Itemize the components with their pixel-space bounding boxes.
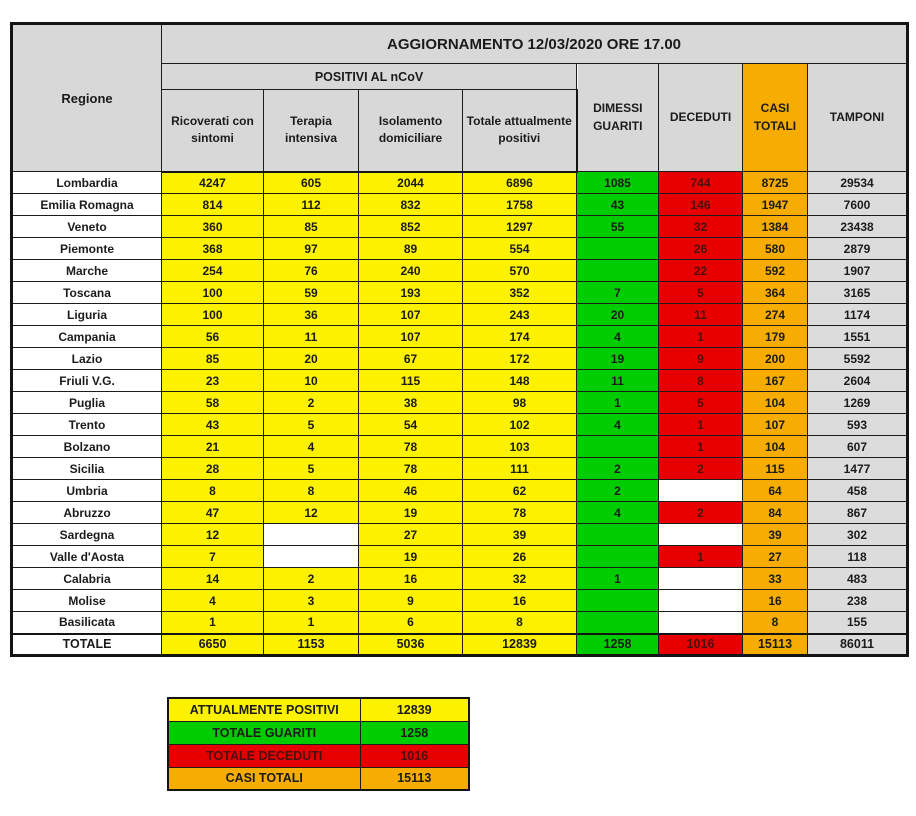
- cell-isolamento: 38: [359, 392, 463, 414]
- cell-tamponi: 607: [808, 436, 908, 458]
- table-row: [12, 480, 908, 502]
- cell-deceduti: 8: [659, 370, 743, 392]
- cell-totale_positivi: 172: [463, 348, 577, 370]
- legend-label: ATTUALMENTE POSITIVI: [168, 698, 360, 721]
- cell-tamponi: 867: [808, 502, 908, 524]
- cell-dimessi: 1: [577, 568, 659, 590]
- cell-deceduti: 5: [659, 282, 743, 304]
- cell-terapia: 59: [264, 282, 359, 304]
- cell-casi: 167: [743, 370, 808, 392]
- cell-isolamento: 2044: [359, 172, 463, 194]
- cell-isolamento: 115: [359, 370, 463, 392]
- table-row: [12, 612, 908, 634]
- cell-deceduti: [659, 590, 743, 612]
- region-name: Basilicata: [12, 612, 162, 634]
- cell-casi: 200: [743, 348, 808, 370]
- cell-deceduti: 2: [659, 502, 743, 524]
- cell-casi: 1384: [743, 216, 808, 238]
- cell-dimessi: 2: [577, 480, 659, 502]
- cell-dimessi: 11: [577, 370, 659, 392]
- col-header-terapia: Terapia intensiva: [264, 90, 359, 172]
- cell-deceduti: [659, 612, 743, 634]
- legend-value: 12839: [360, 698, 469, 721]
- cell-isolamento: 5036: [359, 634, 463, 656]
- region-name: Campania: [12, 326, 162, 348]
- cell-ricoverati: 4247: [162, 172, 264, 194]
- cell-casi: 1947: [743, 194, 808, 216]
- cell-dimessi: 4: [577, 502, 659, 524]
- col-header-tamponi: TAMPONI: [808, 64, 908, 172]
- cell-isolamento: 240: [359, 260, 463, 282]
- cell-casi: 115: [743, 458, 808, 480]
- cell-tamponi: 118: [808, 546, 908, 568]
- cell-terapia: 20: [264, 348, 359, 370]
- cell-totale_positivi: 174: [463, 326, 577, 348]
- cell-terapia: 1153: [264, 634, 359, 656]
- cell-totale_positivi: 8: [463, 612, 577, 634]
- cell-terapia: 76: [264, 260, 359, 282]
- cell-deceduti: 1016: [659, 634, 743, 656]
- cell-tamponi: 1269: [808, 392, 908, 414]
- cell-dimessi: 4: [577, 414, 659, 436]
- region-name: Abruzzo: [12, 502, 162, 524]
- region-name: Liguria: [12, 304, 162, 326]
- cell-totale_positivi: 62: [463, 480, 577, 502]
- cell-deceduti: 1: [659, 436, 743, 458]
- cell-casi: 364: [743, 282, 808, 304]
- col-header-isolamento: Isolamento domiciliare: [359, 90, 463, 172]
- cell-isolamento: 832: [359, 194, 463, 216]
- cell-casi: 15113: [743, 634, 808, 656]
- cell-terapia: 10: [264, 370, 359, 392]
- region-name: Umbria: [12, 480, 162, 502]
- region-name: Marche: [12, 260, 162, 282]
- cell-casi: 33: [743, 568, 808, 590]
- cell-isolamento: 78: [359, 436, 463, 458]
- table-row: [12, 304, 908, 326]
- cell-dimessi: [577, 238, 659, 260]
- cell-dimessi: 43: [577, 194, 659, 216]
- table-row: [12, 172, 908, 194]
- cell-dimessi: [577, 546, 659, 568]
- cell-deceduti: 5: [659, 392, 743, 414]
- cell-casi: 8: [743, 612, 808, 634]
- cell-isolamento: 78: [359, 458, 463, 480]
- cell-ricoverati: 56: [162, 326, 264, 348]
- cell-terapia: 85: [264, 216, 359, 238]
- region-name: Toscana: [12, 282, 162, 304]
- region-name: Sicilia: [12, 458, 162, 480]
- cell-isolamento: 16: [359, 568, 463, 590]
- region-name: Friuli V.G.: [12, 370, 162, 392]
- cell-tamponi: 1174: [808, 304, 908, 326]
- cell-isolamento: 19: [359, 502, 463, 524]
- cell-deceduti: 1: [659, 546, 743, 568]
- cell-tamponi: 86011: [808, 634, 908, 656]
- cell-totale_positivi: 32: [463, 568, 577, 590]
- table-header: [12, 24, 908, 172]
- region-name: Sardegna: [12, 524, 162, 546]
- table-row: [12, 524, 908, 546]
- cell-terapia: 5: [264, 414, 359, 436]
- cell-tamponi: 23438: [808, 216, 908, 238]
- cell-terapia: 112: [264, 194, 359, 216]
- cell-casi: 104: [743, 392, 808, 414]
- cell-tamponi: 3165: [808, 282, 908, 304]
- cell-terapia: [264, 546, 359, 568]
- cell-dimessi: 2: [577, 458, 659, 480]
- legend-row-attualmente-positivi: [168, 698, 469, 721]
- cell-casi: 39: [743, 524, 808, 546]
- table-row: [12, 502, 908, 524]
- cell-casi: 104: [743, 436, 808, 458]
- cell-tamponi: 302: [808, 524, 908, 546]
- title-row: [12, 24, 908, 64]
- cell-tamponi: 2879: [808, 238, 908, 260]
- col-header-totale-positivi: Totale attualmente positivi: [463, 90, 577, 172]
- totale-row: [12, 634, 908, 656]
- cell-isolamento: 6: [359, 612, 463, 634]
- region-name: Lombardia: [12, 172, 162, 194]
- legend-value: 1258: [360, 721, 469, 744]
- table-row: [12, 282, 908, 304]
- cell-totale_positivi: 26: [463, 546, 577, 568]
- cell-dimessi: [577, 436, 659, 458]
- cell-tamponi: 593: [808, 414, 908, 436]
- table-body: [12, 172, 908, 656]
- cell-totale_positivi: 1297: [463, 216, 577, 238]
- cell-terapia: 97: [264, 238, 359, 260]
- cell-isolamento: 107: [359, 326, 463, 348]
- cell-tamponi: 2604: [808, 370, 908, 392]
- cell-dimessi: 4: [577, 326, 659, 348]
- legend-value: 1016: [360, 744, 469, 767]
- cell-dimessi: 20: [577, 304, 659, 326]
- cell-totale_positivi: 554: [463, 238, 577, 260]
- cell-ricoverati: 814: [162, 194, 264, 216]
- table-row: [12, 392, 908, 414]
- cell-dimessi: [577, 612, 659, 634]
- table-row: [12, 414, 908, 436]
- region-name: Piemonte: [12, 238, 162, 260]
- cell-ricoverati: 100: [162, 304, 264, 326]
- table-row: [12, 546, 908, 568]
- cell-terapia: 605: [264, 172, 359, 194]
- region-name: Veneto: [12, 216, 162, 238]
- region-name: Valle d'Aosta: [12, 546, 162, 568]
- cell-casi: 179: [743, 326, 808, 348]
- cell-totale_positivi: 352: [463, 282, 577, 304]
- cell-tamponi: 29534: [808, 172, 908, 194]
- cell-casi: 27: [743, 546, 808, 568]
- cell-deceduti: [659, 568, 743, 590]
- cell-isolamento: 89: [359, 238, 463, 260]
- cell-dimessi: [577, 590, 659, 612]
- col-header-ricoverati: Ricoverati con sintomi: [162, 90, 264, 172]
- cell-dimessi: [577, 260, 659, 282]
- cell-deceduti: 2: [659, 458, 743, 480]
- cell-totale_positivi: 16: [463, 590, 577, 612]
- summary-legend: [167, 697, 470, 791]
- region-name: Trento: [12, 414, 162, 436]
- cell-ricoverati: 21: [162, 436, 264, 458]
- legend-row-totale-deceduti: [168, 744, 469, 767]
- cell-ricoverati: 28: [162, 458, 264, 480]
- cell-terapia: 3: [264, 590, 359, 612]
- cell-ricoverati: 8: [162, 480, 264, 502]
- table-row: [12, 568, 908, 590]
- cell-totale_positivi: 39: [463, 524, 577, 546]
- cell-terapia: [264, 524, 359, 546]
- cell-tamponi: 1477: [808, 458, 908, 480]
- cell-ricoverati: 368: [162, 238, 264, 260]
- cell-totale_positivi: 78: [463, 502, 577, 524]
- cell-isolamento: 9: [359, 590, 463, 612]
- cell-totale_positivi: 98: [463, 392, 577, 414]
- cell-terapia: 2: [264, 392, 359, 414]
- cell-ricoverati: 254: [162, 260, 264, 282]
- table-row: [12, 216, 908, 238]
- cell-deceduti: 744: [659, 172, 743, 194]
- cell-ricoverati: 6650: [162, 634, 264, 656]
- region-name: TOTALE: [12, 634, 162, 656]
- cell-terapia: 5: [264, 458, 359, 480]
- cell-isolamento: 852: [359, 216, 463, 238]
- table-row: [12, 348, 908, 370]
- cell-tamponi: 5592: [808, 348, 908, 370]
- cell-terapia: 1: [264, 612, 359, 634]
- cell-totale_positivi: 103: [463, 436, 577, 458]
- legend-row-totale-guariti: [168, 721, 469, 744]
- cell-dimessi: 55: [577, 216, 659, 238]
- region-name: Emilia Romagna: [12, 194, 162, 216]
- cell-deceduti: 11: [659, 304, 743, 326]
- cell-ricoverati: 100: [162, 282, 264, 304]
- cell-totale_positivi: 6896: [463, 172, 577, 194]
- cell-terapia: 11: [264, 326, 359, 348]
- cell-ricoverati: 58: [162, 392, 264, 414]
- col-header-dimessi: DIMESSI GUARITI: [577, 64, 659, 172]
- cell-ricoverati: 7: [162, 546, 264, 568]
- legend-row-casi-totali: [168, 767, 469, 790]
- cell-ricoverati: 1: [162, 612, 264, 634]
- cell-dimessi: [577, 524, 659, 546]
- cell-isolamento: 67: [359, 348, 463, 370]
- cell-terapia: 2: [264, 568, 359, 590]
- cell-ricoverati: 12: [162, 524, 264, 546]
- cell-ricoverati: 43: [162, 414, 264, 436]
- table-row: [12, 260, 908, 282]
- covid-region-table: [10, 22, 909, 657]
- table-row: [12, 458, 908, 480]
- positivi-group-header: POSITIVI AL nCoV: [162, 64, 577, 90]
- cell-terapia: 8: [264, 480, 359, 502]
- cell-deceduti: 1: [659, 414, 743, 436]
- cell-totale_positivi: 243: [463, 304, 577, 326]
- cell-isolamento: 54: [359, 414, 463, 436]
- col-header-deceduti: DECEDUTI: [659, 64, 743, 172]
- region-name: Lazio: [12, 348, 162, 370]
- cell-terapia: 12: [264, 502, 359, 524]
- cell-ricoverati: 85: [162, 348, 264, 370]
- cell-casi: 8725: [743, 172, 808, 194]
- cell-isolamento: 19: [359, 546, 463, 568]
- region-name: Molise: [12, 590, 162, 612]
- cell-tamponi: 7600: [808, 194, 908, 216]
- legend-label: TOTALE GUARITI: [168, 721, 360, 744]
- legend-label: TOTALE DECEDUTI: [168, 744, 360, 767]
- cell-dimessi: 19: [577, 348, 659, 370]
- cell-dimessi: 7: [577, 282, 659, 304]
- cell-totale_positivi: 570: [463, 260, 577, 282]
- cell-ricoverati: 360: [162, 216, 264, 238]
- cell-ricoverati: 4: [162, 590, 264, 612]
- cell-isolamento: 27: [359, 524, 463, 546]
- legend-value: 15113: [360, 767, 469, 790]
- table-title: AGGIORNAMENTO 12/03/2020 ORE 17.00: [162, 24, 908, 64]
- table-row: [12, 326, 908, 348]
- cell-deceduti: 9: [659, 348, 743, 370]
- region-name: Calabria: [12, 568, 162, 590]
- cell-ricoverati: 47: [162, 502, 264, 524]
- table-row: [12, 436, 908, 458]
- cell-tamponi: 238: [808, 590, 908, 612]
- cell-casi: 107: [743, 414, 808, 436]
- table-row: [12, 590, 908, 612]
- cell-tamponi: 1907: [808, 260, 908, 282]
- cell-deceduti: [659, 524, 743, 546]
- cell-dimessi: 1258: [577, 634, 659, 656]
- cell-totale_positivi: 12839: [463, 634, 577, 656]
- cell-tamponi: 483: [808, 568, 908, 590]
- cell-casi: 64: [743, 480, 808, 502]
- region-name: Bolzano: [12, 436, 162, 458]
- cell-isolamento: 193: [359, 282, 463, 304]
- cell-ricoverati: 14: [162, 568, 264, 590]
- cell-terapia: 36: [264, 304, 359, 326]
- cell-deceduti: 32: [659, 216, 743, 238]
- cell-tamponi: 1551: [808, 326, 908, 348]
- cell-tamponi: 155: [808, 612, 908, 634]
- table-row: [12, 194, 908, 216]
- cell-casi: 580: [743, 238, 808, 260]
- cell-casi: 274: [743, 304, 808, 326]
- cell-tamponi: 458: [808, 480, 908, 502]
- cell-ricoverati: 23: [162, 370, 264, 392]
- legend-label: CASI TOTALI: [168, 767, 360, 790]
- region-name: Puglia: [12, 392, 162, 414]
- cell-totale_positivi: 102: [463, 414, 577, 436]
- cell-deceduti: 146: [659, 194, 743, 216]
- cell-totale_positivi: 111: [463, 458, 577, 480]
- cell-isolamento: 46: [359, 480, 463, 502]
- table-row: [12, 238, 908, 260]
- cell-totale_positivi: 1758: [463, 194, 577, 216]
- cell-deceduti: 1: [659, 326, 743, 348]
- cell-casi: 84: [743, 502, 808, 524]
- cell-dimessi: 1: [577, 392, 659, 414]
- region-column-header: Regione: [12, 24, 162, 172]
- cell-terapia: 4: [264, 436, 359, 458]
- cell-casi: 592: [743, 260, 808, 282]
- table-row: [12, 370, 908, 392]
- cell-deceduti: 22: [659, 260, 743, 282]
- cell-casi: 16: [743, 590, 808, 612]
- cell-isolamento: 107: [359, 304, 463, 326]
- cell-deceduti: [659, 480, 743, 502]
- cell-deceduti: 26: [659, 238, 743, 260]
- cell-totale_positivi: 148: [463, 370, 577, 392]
- col-header-casi-totali: CASI TOTALI: [743, 64, 808, 172]
- cell-dimessi: 1085: [577, 172, 659, 194]
